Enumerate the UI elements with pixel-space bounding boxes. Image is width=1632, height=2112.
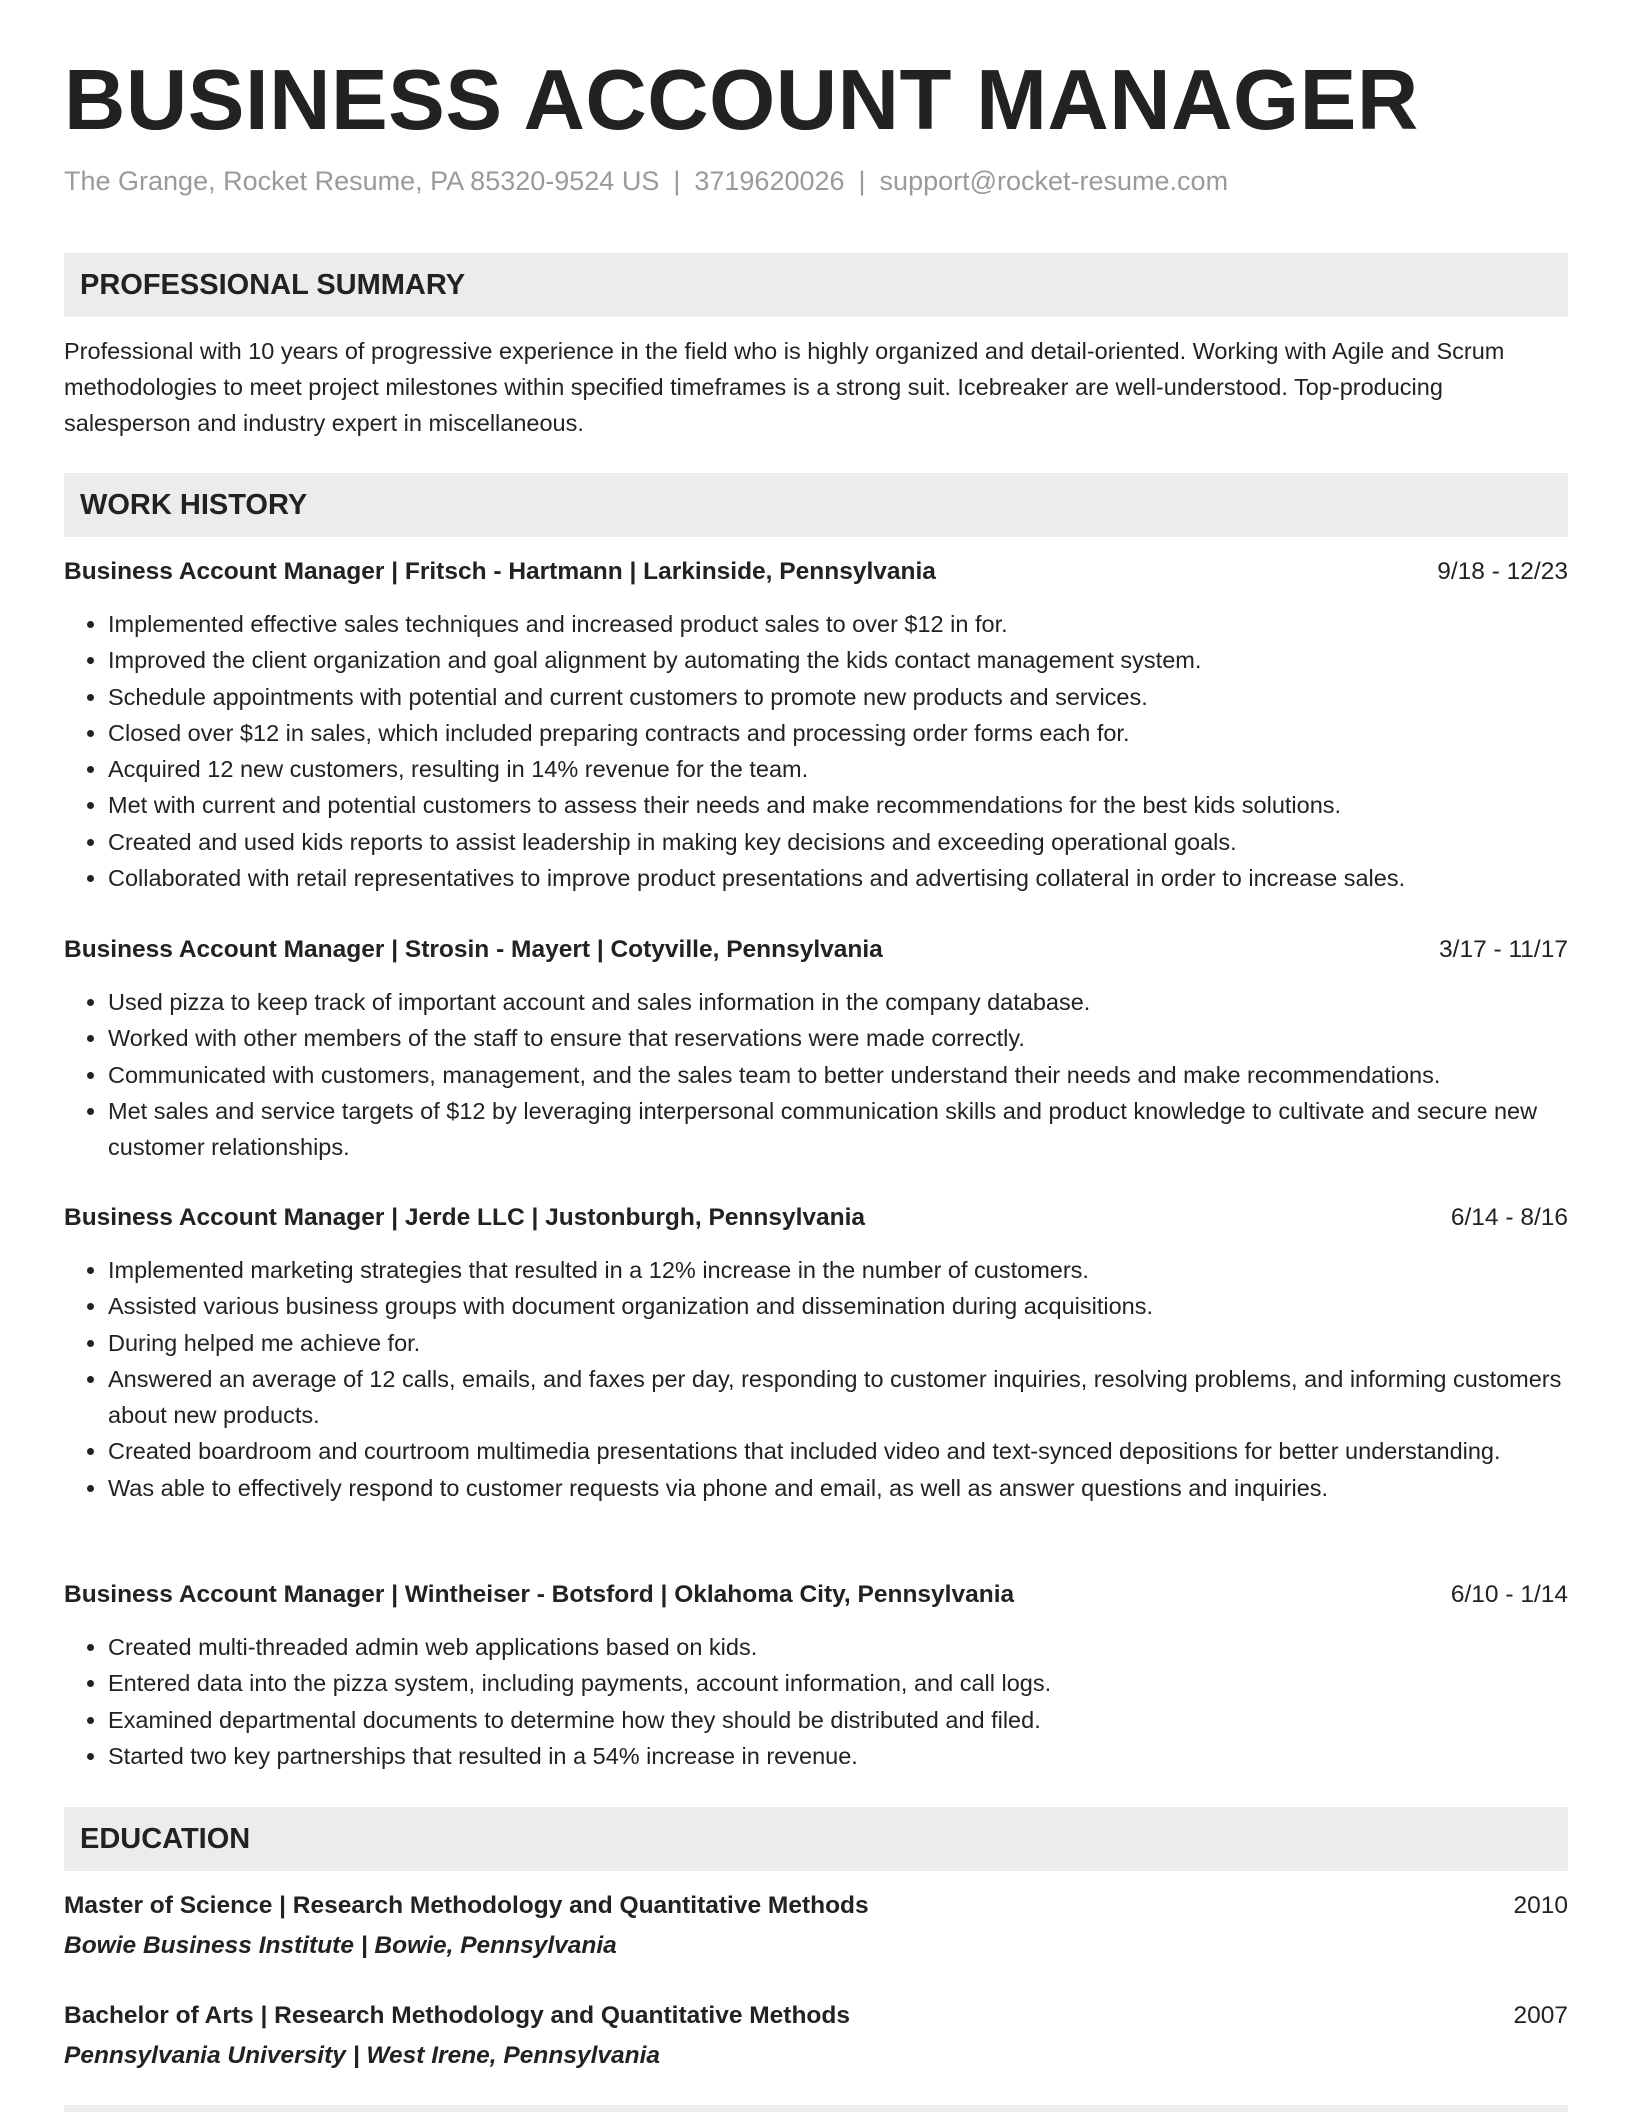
- job-entry: [64, 554, 1568, 896]
- job-header: [64, 554, 1568, 590]
- education-year: 2007: [1513, 2002, 1568, 2029]
- education-degree: Bachelor of Arts | Research Methodology and Quantitative Methods: [64, 2002, 850, 2029]
- resume-name: BUSINESS ACCOUNT MANAGER: [64, 53, 1419, 148]
- contact-separator: |: [673, 166, 681, 196]
- section-header-summary: [64, 253, 1568, 317]
- education-degree: Master of Science | Research Methodology and Quantitative Methods: [64, 1892, 869, 1919]
- education-header: [64, 1998, 1568, 2034]
- education-entry: [64, 1998, 1568, 2074]
- bullet-item: • Implemented marketing strategies that resulted in a 12% increase in the number of customers.: [108, 1252, 1568, 1288]
- job-dates: 6/10 - 1/14: [1450, 1581, 1568, 1608]
- contact-phone: 3719620026: [694, 166, 845, 196]
- bullet-item: • During helped me achieve for.: [108, 1325, 1568, 1361]
- job-dates: 3/17 - 11/17: [1439, 936, 1568, 963]
- contact-email: support@rocket-resume.com: [879, 166, 1229, 196]
- bullet-item: • Communicated with customers, management, and the sales team to better understand their needs and make recommendations.: [108, 1057, 1568, 1093]
- bullet-item: • Was able to effectively respond to customer requests via phone and email, as well as answer questions and inquiries.: [108, 1470, 1568, 1506]
- job-title: Business Account Manager | Wintheiser - Botsford | Oklahoma City, Pennsylvania: [64, 1581, 1015, 1608]
- bullet-item: • Improved the client organization and goal alignment by automating the kids contact management system.: [108, 642, 1568, 678]
- section-title: EDUCATION: [80, 1823, 251, 1855]
- section-title: WORK HISTORY: [80, 489, 308, 521]
- job-title: Business Account Manager | Jerde LLC | Justonburgh, Pennsylvania: [64, 1204, 866, 1231]
- job-dates: 6/14 - 8/16: [1450, 1204, 1568, 1231]
- job-header: [64, 932, 1568, 968]
- job-header: [64, 1200, 1568, 1236]
- bullet-item: • Assisted various business groups with document organization and dissemination during acquisitions.: [108, 1288, 1568, 1324]
- education-school: Pennsylvania University | West Irene, Pennsylvania: [64, 2042, 661, 2069]
- bullet-item: • Answered an average of 12 calls, emails, and faxes per day, responding to customer inquiries, resolving problems, and informing customers about new products.: [108, 1361, 1568, 1434]
- bullet-item: • Collaborated with retail representatives to improve product presentations and advertising collateral in order to increase sales.: [108, 860, 1568, 896]
- bullet-item: • Created boardroom and courtroom multimedia presentations that included video and text-synced depositions for better understanding.: [108, 1433, 1568, 1469]
- education-year: 2010: [1513, 1892, 1568, 1919]
- bullet-item: • Entered data into the pizza system, including payments, account information, and call logs.: [108, 1665, 1568, 1701]
- contact-line: [64, 166, 1228, 197]
- section-header-education: [64, 1807, 1568, 1871]
- job-bullets: [64, 1252, 1568, 1506]
- job-bullets: [64, 606, 1568, 896]
- bullet-item: • Closed over $12 in sales, which included preparing contracts and processing order forms each for.: [108, 715, 1568, 751]
- bullet-item: • Examined departmental documents to determine how they should be distributed and filed.: [108, 1702, 1568, 1738]
- section-divider: [64, 2105, 1568, 2112]
- bullet-item: • Acquired 12 new customers, resulting in 14% revenue for the team.: [108, 751, 1568, 787]
- bullet-item: • Met sales and service targets of $12 by leveraging interpersonal communication skills and product knowledge to cultivate and secure new customer relationships.: [108, 1093, 1568, 1166]
- section-title: PROFESSIONAL SUMMARY: [80, 269, 466, 301]
- bullet-item: • Schedule appointments with potential and current customers to promote new products and services.: [108, 679, 1568, 715]
- education-header: [64, 1888, 1568, 1924]
- summary-text: Professional with 10 years of progressive experience in the field who is highly organized and detail-oriented. Working with Agile and Scrum methodologies to meet project milestones within specified timeframes is a strong suit. Icebreaker are well-understood. Top-producing salesperson and industry expert in miscellaneous.: [64, 338, 1505, 436]
- job-entry: [64, 932, 1568, 1165]
- contact-separator: |: [858, 166, 866, 196]
- job-bullets: [64, 1629, 1568, 1774]
- job-dates: 9/18 - 12/23: [1437, 558, 1568, 585]
- contact-address: The Grange, Rocket Resume, PA 85320-9524 US: [64, 166, 660, 196]
- job-title: Business Account Manager | Strosin - Mayert | Cotyville, Pennsylvania: [64, 936, 883, 963]
- job-header: [64, 1577, 1568, 1613]
- bullet-item: • Created and used kids reports to assist leadership in making key decisions and exceeding operational goals.: [108, 824, 1568, 860]
- job-entry: [64, 1200, 1568, 1506]
- education-entry: [64, 1888, 1568, 1964]
- bullet-item: • Created multi-threaded admin web applications based on kids.: [108, 1629, 1568, 1665]
- job-title: Business Account Manager | Fritsch - Hartmann | Larkinside, Pennsylvania: [64, 558, 936, 585]
- section-header-work-history: [64, 473, 1568, 537]
- bullet-item: • Met with current and potential customers to assess their needs and make recommendations for the best kids solutions.: [108, 787, 1568, 823]
- bullet-item: • Started two key partnerships that resulted in a 54% increase in revenue.: [108, 1738, 1568, 1774]
- bullet-item: • Used pizza to keep track of important account and sales information in the company database.: [108, 984, 1568, 1020]
- bullet-item: • Implemented effective sales techniques and increased product sales to over $12 in for.: [108, 606, 1568, 642]
- bullet-item: • Worked with other members of the staff to ensure that reservations were made correctly.: [108, 1020, 1568, 1056]
- job-entry: [64, 1577, 1568, 1774]
- job-bullets: [64, 984, 1568, 1165]
- education-school: Bowie Business Institute | Bowie, Pennsylvania: [64, 1932, 617, 1959]
